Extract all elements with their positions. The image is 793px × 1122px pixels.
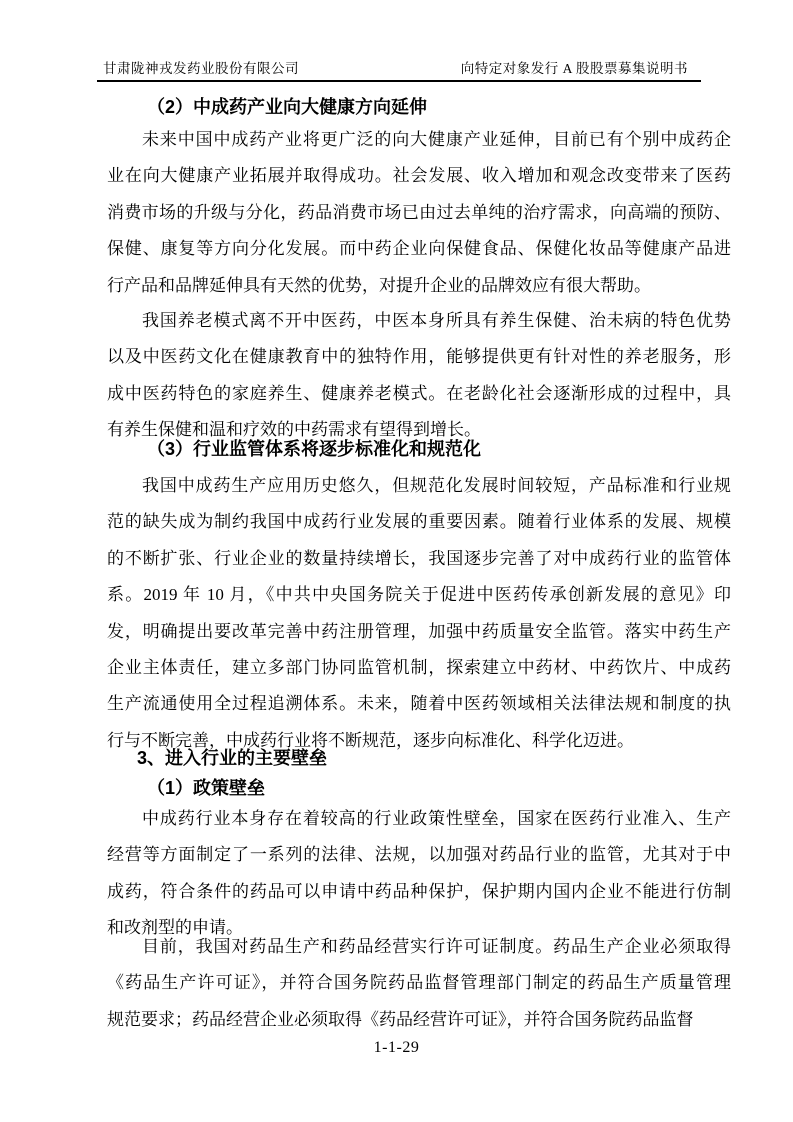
text-line: 经营等方面制定了一系列的法律、法规，以加强对药品行业的监管，尤其对于中	[107, 845, 731, 865]
text-line: 行与不断完善，中成药行业将不断规范，逐步向标准化、科学化迈进。	[107, 730, 634, 750]
paragraph	[107, 929, 731, 1038]
text-line: 《药品生产许可证》，并符合国务院药品监督管理部门制定的药品生产质量管理	[107, 973, 731, 993]
text-line: 消费市场的升级与分化，药品消费市场已由过去单纯的治疗需求，向高端的预防、	[107, 202, 731, 222]
text-line: 业在向大健康产业拓展并取得成功。社会发展、收入增加和观念改变带来了医药	[107, 166, 731, 186]
section-heading: （2）中成药产业向大健康方向延伸	[147, 97, 428, 117]
text-line: 生产流通使用全过程追溯体系。未来，随着中医药领域相关法律法规和制度的执	[107, 694, 731, 714]
text-line: 保健、康复等方向分化发展。而中药企业向保健食品、保健化妆品等健康产品进	[107, 239, 731, 259]
text-line: 行产品和品牌延伸具有天然的优势，对提升企业的品牌效应有很大帮助。	[107, 275, 651, 295]
text-line: 系。2019 年 10 月，《中共中央国务院关于促进中医药传承创新发展的意见》印	[107, 585, 731, 605]
text-line: 发，明确提出要改革完善中药注册管理，加强中药质量安全监管。落实中药生产	[107, 621, 731, 641]
section-heading: 3、进入行业的主要壁垒	[137, 748, 328, 768]
paragraph	[107, 468, 731, 759]
paragraph	[107, 122, 731, 304]
text-line: 以及中医药文化在健康教育中的独特作用，能够提供更有针对性的养老服务，形	[107, 347, 731, 367]
text-line: 我国养老模式离不开中医药，中医本身所具有养生保健、治未病的特色优势	[142, 311, 731, 330]
section-heading: （3）行业监管体系将逐步标准化和规范化	[147, 439, 482, 459]
paragraph	[107, 801, 731, 947]
text-line: 成药，符合条件的药品可以申请中药品种保护，保护期内国内企业不能进行仿制	[107, 881, 731, 901]
paragraph	[107, 303, 731, 449]
text-line: 规范要求；药品经营企业必须取得《药品经营许可证》，并符合国务院药品监督	[107, 1009, 694, 1029]
text-line: 和改剂型的申请。	[107, 918, 243, 938]
text-line: 范的缺失成为制约我国中成药行业发展的重要因素。随着行业体系的发展、规模	[107, 512, 731, 532]
document-body	[107, 0, 731, 1122]
section-heading: （1）政策壁垒	[147, 778, 266, 798]
header-document-title: 向特定对象发行 A 股股票募集说明书	[460, 61, 688, 76]
text-line: 有养生保健和温和疗效的中药需求有望得到增长。	[107, 420, 481, 440]
text-line: 目前，我国对药品生产和药品经营实行许可证制度。药品生产企业必须取得	[142, 937, 731, 956]
text-line: 企业主体责任，建立多部门协同监管机制，探索建立中药材、中药饮片、中成药	[107, 657, 731, 677]
text-line: 成中医药特色的家庭养生、健康养老模式。在老龄化社会逐渐形成的过程中，具	[107, 383, 731, 403]
page-number: 1-1-29	[373, 1039, 420, 1056]
text-line: 未来中国中成药产业将更广泛的向大健康产业延伸，目前已有个别中成药企	[142, 130, 731, 149]
text-line: 的不断扩张、行业企业的数量持续增长，我国逐步完善了对中成药行业的监管体	[107, 548, 731, 568]
text-line: 我国中成药生产应用历史悠久，但规范化发展时间较短，产品标准和行业规	[142, 476, 731, 495]
text-line: 中成药行业本身存在着较高的行业政策性壁垒，国家在医药行业准入、生产	[142, 809, 731, 828]
header-company-name: 甘肃陇神戎发药业股份有限公司	[103, 61, 299, 76]
